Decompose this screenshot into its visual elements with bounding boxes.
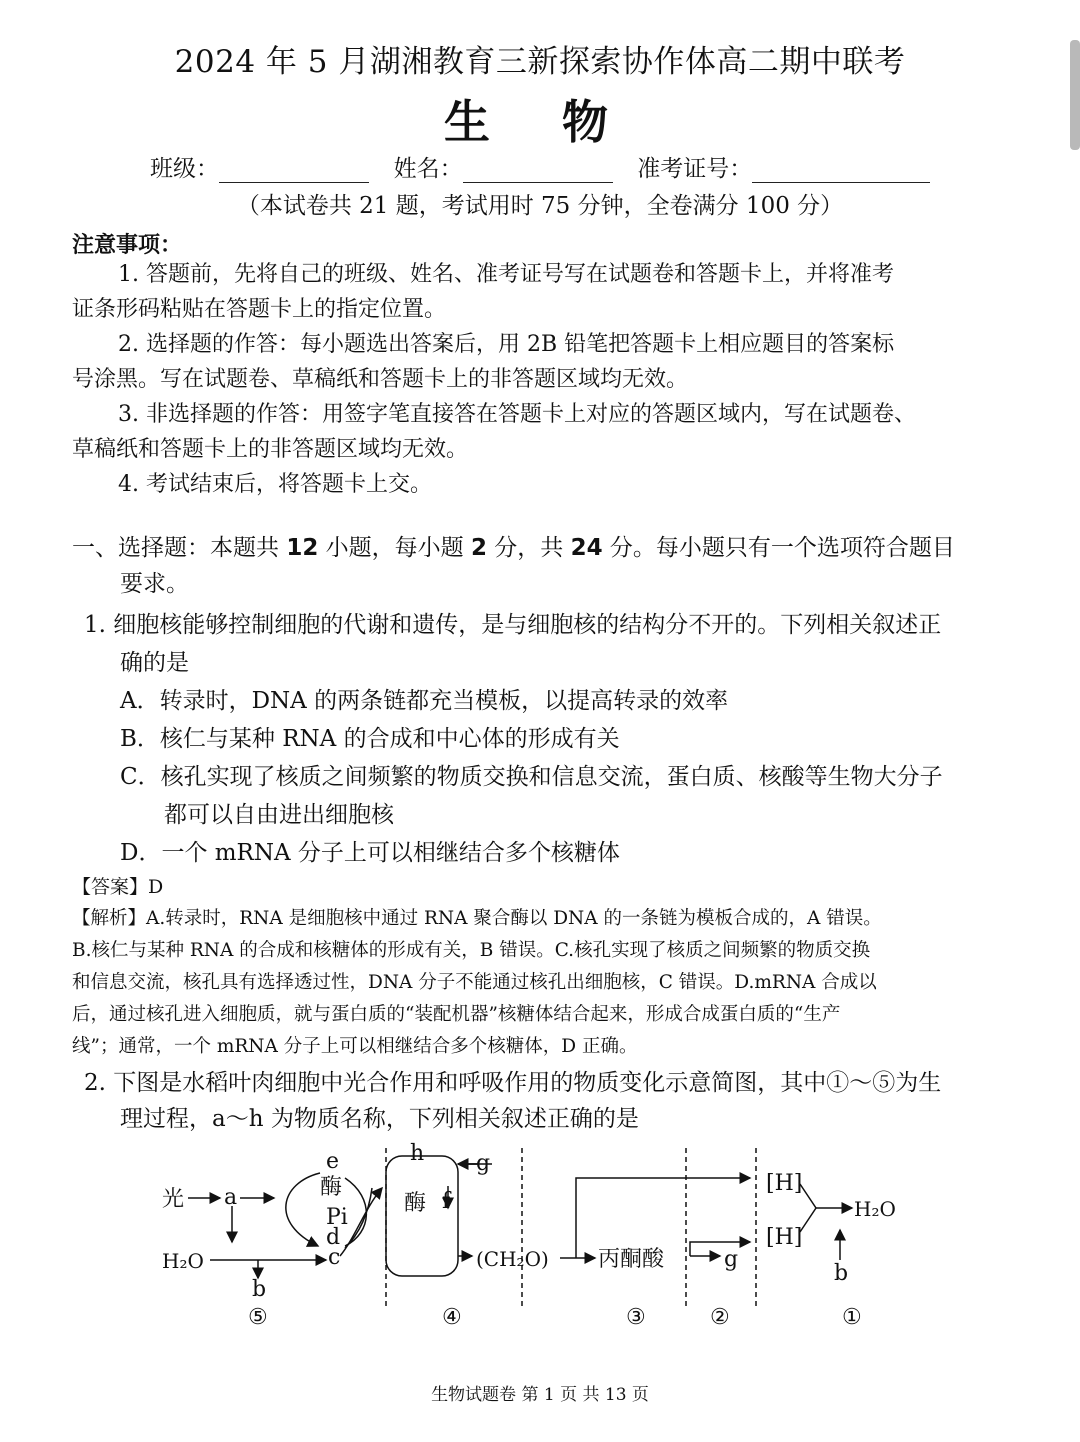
points-each: 2	[470, 535, 487, 561]
label-process-5: ⑤	[248, 1305, 268, 1330]
label-d: d	[326, 1225, 341, 1250]
label-h2o-left: H₂O	[162, 1249, 204, 1273]
notice-heading: 注意事项：	[72, 233, 183, 258]
q2-stem-cont: 理过程，a～h 为物质名称，下列相关叙述正确的是	[120, 1106, 639, 1132]
cycle-arc	[286, 1173, 320, 1246]
label-light: 光	[162, 1187, 185, 1212]
calvin-cycle-box	[386, 1156, 458, 1276]
label-process-2: ②	[710, 1305, 730, 1330]
label-a: a	[224, 1185, 238, 1210]
q1-option-b: B．核仁与某种 RNA 的合成和中心体的形成有关	[120, 726, 620, 752]
points-total: 24	[570, 535, 603, 561]
q1-option-c-cont: 都可以自由进出细胞核	[164, 802, 394, 828]
label-pi: Pi	[326, 1205, 348, 1230]
label-pyruvate: 丙酮酸	[598, 1247, 665, 1272]
name-label: 姓名：	[393, 156, 463, 182]
label-e: e	[326, 1149, 340, 1174]
label-f: f	[442, 1189, 451, 1214]
notice-item-4: 4. 考试结束后，将答题卡上交。	[118, 472, 432, 497]
q1-answer: 【答案】D	[72, 876, 164, 898]
photosynthesis-respiration-diagram	[140, 1138, 940, 1338]
q2-stem: 2. 下图是水稻叶肉细胞中光合作用和呼吸作用的物质变化示意简图，其中①～⑤为生	[84, 1070, 942, 1096]
class-label: 班级：	[150, 156, 219, 182]
question-count: 12	[286, 535, 319, 561]
subject-title: 生 物	[443, 95, 636, 149]
section-suffix: 分。每小题只有一个选项符合题目	[602, 535, 955, 561]
class-blank	[219, 160, 369, 183]
notice-item-2-cont: 号涂黑。写在试题卷、草稿纸和答题卡上的非答题区域均无效。	[72, 367, 689, 392]
label-process-1: ①	[842, 1305, 862, 1330]
notice-item-3-cont: 草稿纸和答题卡上的非答题区域均无效。	[72, 437, 469, 462]
page-footer: 生物试题卷 第 1 页 共 13 页	[431, 1385, 649, 1405]
section-mid1: 小题，每小题	[318, 535, 471, 561]
section-heading-cont: 要求。	[120, 571, 189, 597]
student-info-fields	[150, 150, 930, 183]
id-blank	[752, 160, 930, 183]
exam-title: 2024 年 5 月湖湘教育三新探索协作体高二期中联考	[174, 44, 906, 80]
q1-option-d: D．一个 mRNA 分子上可以相继结合多个核糖体	[120, 840, 620, 866]
notice-item-1-cont: 证条形码粘贴在答题卡上的指定位置。	[72, 297, 447, 322]
q1-analysis-line: B.核仁与某种 RNA 的合成和核糖体的形成有关，B 错误。C.核孔实现了核质之间频繁的物质交换	[72, 940, 871, 961]
q1-stem: 1. 细胞核能够控制细胞的代谢和遗传，是与细胞核的结构分不开的。下列相关叙述正	[84, 612, 942, 638]
q1-analysis-line: 和信息交流，核孔具有选择透过性，DNA 分子不能通过核孔出细胞核，C 错误。D.mRNA 合成以	[72, 972, 877, 993]
label-h: h	[410, 1141, 425, 1166]
label-h2o-right: H₂O	[854, 1197, 896, 1221]
q1-option-c: C．核孔实现了核质之间频繁的物质交换和信息交流，蛋白质、核酸等生物大分子	[120, 764, 943, 790]
label-enzyme-box: 酶	[404, 1191, 427, 1216]
notice-item-1: 1. 答题前，先将自己的班级、姓名、准考证号写在试题卷和答题卡上，并将准考	[118, 262, 894, 287]
label-h-bottom: [H]	[766, 1225, 803, 1250]
q1-analysis-line: 【解析】A.转录时，RNA 是细胞核中通过 RNA 聚合酶以 DNA 的一条链为模板合成的，A 错误。	[72, 908, 882, 929]
label-b-right: b	[834, 1261, 849, 1286]
q1-analysis-line: 后，通过核孔进入细胞质，就与蛋白质的“装配机器”核糖体结合起来，形成合成蛋白质的“生产	[72, 1004, 841, 1025]
label-g-right: g	[724, 1247, 739, 1272]
notice-item-3: 3. 非选择题的作答：用签字笔直接答在答题卡上对应的答题区域内，写在试题卷、	[118, 402, 916, 427]
id-label: 准考证号：	[637, 156, 753, 182]
label-enzyme-left: 酶	[320, 1175, 343, 1200]
name-blank	[463, 160, 613, 183]
arrow	[690, 1242, 750, 1256]
label-g-top: g	[476, 1151, 491, 1176]
label-process-3: ③	[626, 1305, 646, 1330]
notice-item-2: 2. 选择题的作答：每小题选出答案后，用 2B 铅笔把答题卡上相应题目的答案标	[118, 332, 895, 357]
arrow	[576, 1178, 750, 1258]
label-process-4: ④	[442, 1305, 462, 1330]
q1-analysis-line: 线”；通常，一个 mRNA 分子上可以相继结合多个核糖体，D 正确。	[72, 1036, 638, 1057]
label-ch2o: (CH₂O)	[476, 1247, 549, 1271]
label-b-left: b	[252, 1277, 267, 1302]
label-c: c	[328, 1245, 341, 1270]
label-h-top: [H]	[766, 1171, 803, 1196]
arrow	[345, 1188, 372, 1248]
merge-lines	[800, 1184, 816, 1232]
q1-option-a: A．转录时，DNA 的两条链都充当模板，以提高转录的效率	[120, 688, 729, 714]
exam-meta: （本试卷共 21 题，考试用时 75 分钟，全卷满分 100 分）	[236, 193, 844, 219]
section-heading	[72, 530, 955, 566]
q1-stem-cont: 确的是	[120, 650, 189, 676]
section-mid2: 分，共	[486, 535, 571, 561]
section-prefix: 一、选择题：本题共	[72, 535, 287, 561]
